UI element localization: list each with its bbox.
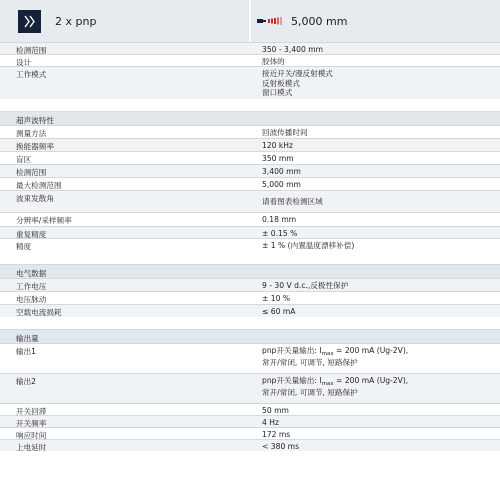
product-header: [0, 0, 500, 42]
spec-label: 工作电压: [16, 282, 47, 291]
spec-value: 350 - 3,400 mm: [262, 45, 324, 54]
spec-label: 波束发散角: [16, 194, 54, 203]
spec-label: 分辨率/采样频率: [16, 216, 72, 225]
spec-row: [0, 54, 500, 66]
section-spacer: [0, 252, 500, 264]
spec-row: [0, 403, 500, 415]
section-spacer: [0, 99, 500, 111]
range-label: 5,000 mm: [291, 14, 348, 28]
pnp-output-icon: [18, 10, 41, 33]
spec-value: 胶体的: [262, 57, 285, 66]
spec-label: 精度: [16, 242, 32, 251]
spec-label: 上电延时: [16, 443, 47, 452]
spec-row: [0, 226, 500, 238]
spec-label: 输出2: [16, 377, 37, 386]
spec-value: ± 10 %: [262, 294, 291, 303]
spec-value: 3,400 mm: [262, 167, 301, 176]
spec-value: 50 mm: [262, 406, 289, 415]
section-header-output: 输出量: [0, 329, 500, 343]
spec-row: [0, 164, 500, 177]
output-type-cell: [0, 0, 249, 42]
spec-label: 输出1: [16, 347, 37, 356]
spec-label: 最大检测范围: [16, 181, 62, 190]
spec-value: 9 - 30 V d.c.,反极性保护: [262, 281, 349, 290]
spec-value: ± 1 % (内置温度漂移补偿): [262, 241, 355, 250]
spec-value: pnp开关量输出: $I_{max} = 200$ mA (Ug-2V), 常开/常闭, 可调节, 短路保护: [262, 376, 409, 397]
section-header-electrical: 电气数据: [0, 264, 500, 278]
section-spacer: [0, 317, 500, 329]
spec-row: [0, 42, 500, 54]
spec-row: [0, 125, 500, 138]
spec-value: ± 0.15 %: [262, 229, 298, 238]
spec-label: 盲区: [16, 155, 32, 164]
spec-label: 电压脉动: [16, 295, 47, 304]
spec-value: 4 Hz: [262, 418, 279, 427]
spec-value: 0.18 mm: [262, 215, 297, 224]
spec-label: 检测范围: [16, 168, 47, 177]
spec-value: 5,000 mm: [262, 180, 301, 189]
spec-row: [0, 190, 500, 212]
spec-label: 重复精度: [16, 230, 47, 239]
sensor-range-icon: [257, 16, 283, 26]
output-type-label: 2 x pnp: [55, 14, 97, 28]
spec-value: 接近开关/漫反射模式 反射板模式 窗口模式: [262, 69, 333, 97]
spec-label: 开关回滞: [16, 407, 47, 416]
spec-row: [0, 291, 500, 304]
spec-label: 设计: [16, 58, 32, 67]
spec-row: [0, 373, 500, 403]
spec-label: 工作模式: [16, 70, 47, 79]
section-header-ultrasonic: 超声波特性: [0, 111, 500, 125]
spec-row: [0, 238, 500, 252]
spec-row: [0, 343, 500, 373]
spec-label: 响应时间: [16, 431, 47, 440]
spec-row: [0, 66, 500, 99]
spec-row: [0, 439, 500, 451]
spec-value: pnp开关量输出: $I_{max} = 200$ mA (Ug-2V), 常开/常闭, 可调节, 短路保护: [262, 346, 409, 367]
spec-label: 测量方法: [16, 129, 47, 138]
spec-value: 回波传播时间: [262, 128, 308, 137]
spec-value: < 380 ms: [262, 442, 300, 451]
spec-value: 350 mm: [262, 154, 294, 163]
spec-value: 120 kHz: [262, 141, 294, 150]
spec-row: [0, 415, 500, 427]
spec-row: [0, 278, 500, 291]
spec-value: 请看图表检测区域: [262, 197, 323, 206]
spec-row: [0, 304, 500, 317]
spec-value: ≤ 60 mA: [262, 307, 296, 316]
spec-table: [0, 42, 500, 451]
spec-label: 检测范围: [16, 46, 47, 55]
spec-label: 换能器频率: [16, 142, 54, 151]
spec-label: 空载电流损耗: [16, 308, 62, 317]
spec-row: [0, 177, 500, 190]
range-cell: [251, 0, 500, 42]
spec-value: 172 ms: [262, 430, 291, 439]
spec-label: 开关频率: [16, 419, 47, 428]
spec-row: [0, 151, 500, 164]
spec-row: [0, 138, 500, 151]
spec-row: [0, 427, 500, 439]
spec-row: [0, 212, 500, 226]
